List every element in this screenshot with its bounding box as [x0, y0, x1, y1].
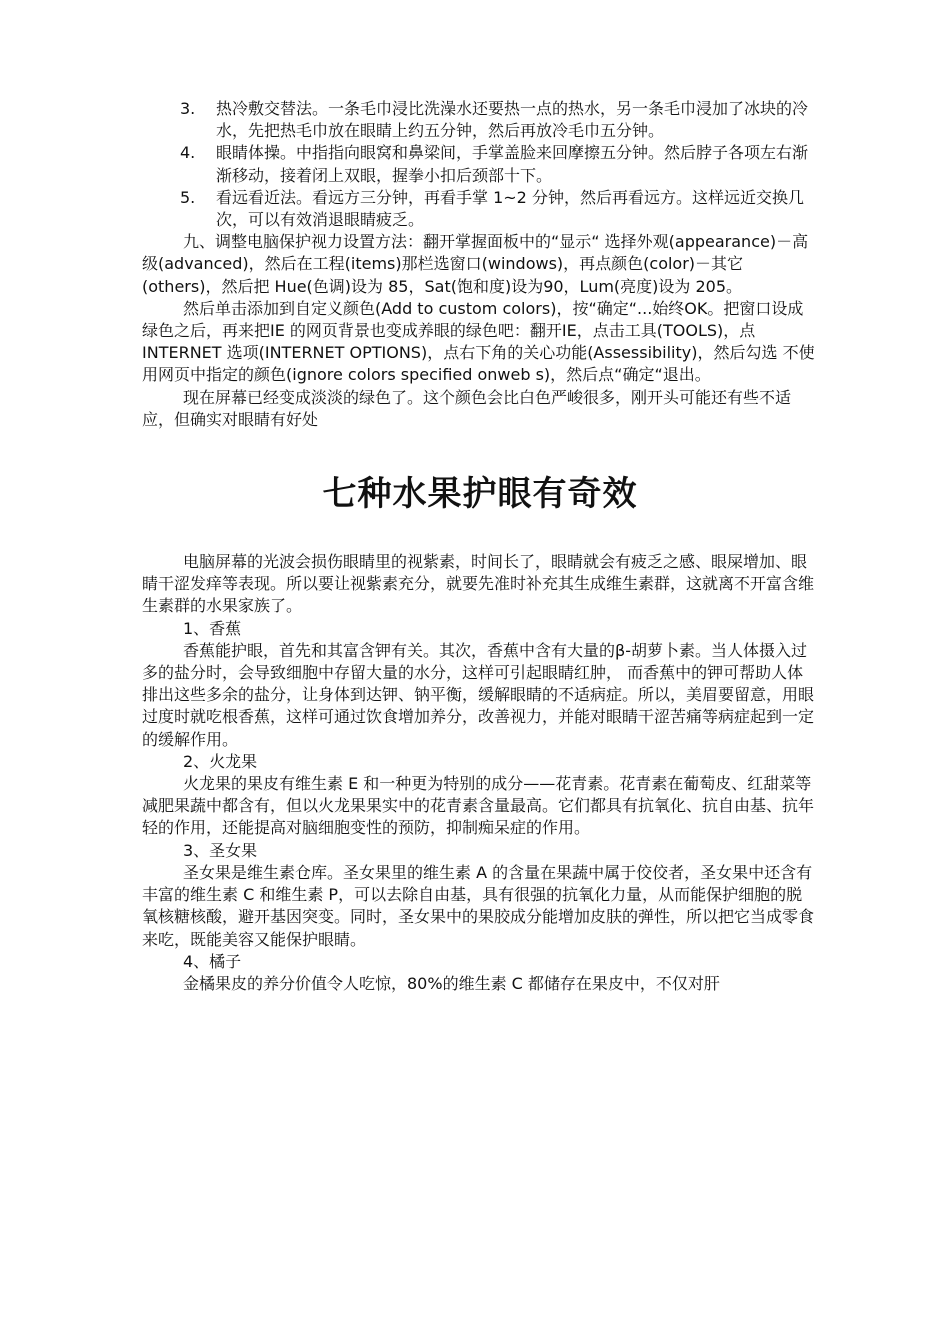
paragraph-green-screen: 现在屏幕已经变成淡淡的绿色了。这个颜色会比白色严峻很多，刚开头可能还有些不适应，但确实对眼睛有好处 — [142, 387, 792, 429]
fruit-heading: 3、圣女果 — [183, 840, 258, 860]
list-text: 眼睛体操。中指指向眼窝和鼻梁间，手掌盖脸来回摩擦五分钟。然后脖子各项左右渐渐移动，接着闭上双眼，握拳小扣后颈部十下。 — [216, 143, 809, 185]
paragraph-ie-settings: 然后单击添加到自定义颜色(Add to custom colors)，按“确定“...始终OK。把窗口设成绿色之后，再来把IE 的网页背景也变成养眼的绿色吧：翻开IE，点击工具(TOOLS)，点 INTERNET 选项(INTERNET OPTIONS)，点右下角的关心功能(Assessibility)，然后勾选 不使用网页中指定的颜色(ignore colors specified onweb s)，然后点“确定“退出。 — [142, 298, 815, 385]
list-number: 4. — [180, 143, 196, 163]
fruit-body: 圣女果是维生素仓库。圣女果里的维生素 A 的含量在果蔬中属于佼佼者，圣女果中还含有丰富的维生素 C 和维生素 P，可以去除自由基，具有很强的抗氧化力量，从而能保护细胞的脱氧核糖核酸，避开基因突变。同时，圣女果中的果胶成分能增加皮肤的弹性，所以把它当成零食来吃，既能美容又能保护眼睛。 — [142, 862, 815, 949]
article-title: 七种水果护眼有奇效 — [322, 474, 638, 515]
fruit-body: 金橘果皮的养分价值令人吃惊，80%的维生素 C 都储存在果皮中，不仅对肝 — [183, 973, 720, 993]
list-text: 热冷敷交替法。一条毛巾浸比洗澡水还要热一点的热水，另一条毛巾浸加了冰块的冷水，先把热毛巾放在眼睛上约五分钟，然后再放冷毛巾五分钟。 — [216, 99, 809, 141]
fruit-heading: 4、橘子 — [183, 951, 242, 971]
list-item — [142, 187, 818, 231]
list-item — [142, 98, 818, 142]
fruit-heading: 2、火龙果 — [183, 751, 258, 771]
intro-paragraph: 电脑屏幕的光波会损伤眼睛里的视紫素，时间长了，眼睛就会有疲乏之感、眼屎增加、眼睛干涩发痒等表现。所以要让视紫素充分，就要先准时补充其生成维生素群，这就离不开富含维生素群的水果家族了。 — [142, 552, 815, 616]
paragraph-display-settings: 九、调整电脑保护视力设置方法：翻开掌握面板中的“显示“ 选择外观(appearance)－高级(advanced)，然后在工程(items)那栏选窗口(windows)，再点颜色(color)－其它(others)，然后把 Hue(色调)设为 85，Sat(饱和度)设为90，Lum(亮度)设为 205。 — [142, 232, 809, 296]
fruit-body: 火龙果的果皮有维生素 E 和一种更为特别的成分——花青素。花青素在葡萄皮、红甜菜等减肥果蔬中都含有，但以火龙果果实中的花青素含量最高。它们都具有抗氧化、抗自由基、抗年轻的作用，还能提高对脑细胞变性的预防，抑制痴呆症的作用。 — [142, 774, 815, 838]
list-text: 看远看近法。看远方三分钟，再看手掌 1~2 分钟，然后再看远方。这样远近交换几次，可以有效消退眼睛疲乏。 — [216, 187, 804, 230]
list-item — [142, 142, 818, 186]
fruit-body: 香蕉能护眼，首先和其富含钾有关。其次，香蕉中含有大量的β-胡萝卜素。当人体摄入过多的盐分时，会导致细胞中存留大量的水分，这样可引起眼睛红肿， 而香蕉中的钾可帮助人体排出这些多余的盐分，让身体到达钾、钠平衡，缓解眼睛的不适病症。所以，美眉要留意，用眼过度时就吃根香蕉，这样可通过饮食增加养分，改善视力，并能对眼睛干涩苦痛等病症起到一定的缓解作用。 — [142, 640, 815, 749]
fruit-heading: 1、香蕉 — [183, 618, 242, 638]
document-body — [142, 98, 818, 995]
list-number: 3. — [180, 99, 196, 118]
list-number: 5. — [180, 187, 196, 207]
